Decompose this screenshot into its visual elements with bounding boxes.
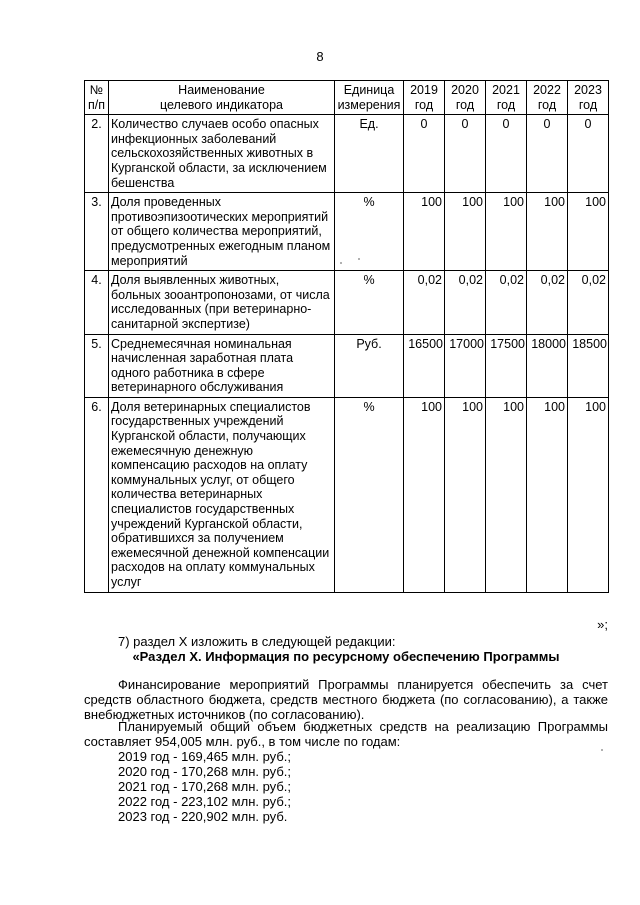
value-2023: 100 [568,193,609,271]
value-2019: 0,02 [404,271,445,334]
value-2021: 100 [486,193,527,271]
value-2020: 17000 [445,334,486,397]
header-year-2022: 2022 год [527,81,568,115]
header-num: № п/п [85,81,109,115]
value-2022: 0,02 [527,271,568,334]
header-unit: Единица измерения [335,81,404,115]
row-number: 6. [85,397,109,592]
table-row [85,334,609,397]
page-number: 8 [316,49,324,64]
header-name: Наименование целевого индикатора [109,81,335,115]
header-year-2020: 2020 год [445,81,486,115]
indicator-unit: % [335,193,404,271]
value-2020: 0,02 [445,271,486,334]
header-year-2021: 2021 год [486,81,527,115]
value-2021: 17500 [486,334,527,397]
indicator-name: Количество случаев особо опасных инфекционных заболеваний сельскохозяйственных животных в Курганской области, за исключением бешенства [109,115,335,193]
indicator-unit: % [335,397,404,592]
value-2021: 100 [486,397,527,592]
value-2021: 0,02 [486,271,527,334]
table-row [85,115,609,193]
table-header-row [85,81,609,115]
list-item: 2021 год - 170,268 млн. руб.; [118,779,291,794]
value-2023: 18500 [568,334,609,397]
value-2020: 100 [445,397,486,592]
row-number: 4. [85,271,109,334]
section-title: «Раздел X. Информация по ресурсному обеспечению Программы [132,649,560,664]
value-2022: 0 [527,115,568,193]
value-2021: 0 [486,115,527,193]
value-2022: 18000 [527,334,568,397]
row-number: 5. [85,334,109,397]
scan-speck [601,749,603,751]
indicator-unit: % [335,271,404,334]
value-2023: 100 [568,397,609,592]
row-number: 2. [85,115,109,193]
paragraph-budget-total: Планируемый общий объем бюджетных средств на реализацию Программы составляет 954,005 млн. руб., в том числе по годам: [84,719,608,749]
table-row [85,271,609,334]
scan-speck [340,262,342,264]
budget-years-list [118,749,291,824]
quote-close: »; [597,617,608,632]
indicator-unit: Руб. [335,334,404,397]
scan-speck [358,258,360,260]
value-2020: 100 [445,193,486,271]
value-2023: 0 [568,115,609,193]
value-2020: 0 [445,115,486,193]
table-row [85,397,609,592]
value-2023: 0,02 [568,271,609,334]
row-number: 3. [85,193,109,271]
indicators-table [84,80,609,593]
value-2019: 100 [404,193,445,271]
table-row [85,193,609,271]
list-item: 2019 год - 169,465 млн. руб.; [118,749,291,764]
indicator-unit: Ед. [335,115,404,193]
header-year-2019: 2019 год [404,81,445,115]
indicator-name: Доля проведенных противоэпизоотических мероприятий от общего количества мероприятий, предусмотренных ежегодным планом мероприятий [109,193,335,271]
paragraph-financing: Финансирование мероприятий Программы планируется обеспечить за счет средств областного бюджета, средств местного бюджета (по согласованию), а также внебюджетных источников (по согласованию). [84,677,608,722]
list-item: 2023 год - 220,902 млн. руб. [118,809,288,824]
indicator-name: Доля выявленных животных, больных зооантропонозами, от числа исследованных (при ветеринарно-санитарной экспертизе) [109,271,335,334]
value-2019: 16500 [404,334,445,397]
value-2019: 0 [404,115,445,193]
value-2022: 100 [527,193,568,271]
list-item: 2020 год - 170,268 млн. руб.; [118,764,291,779]
header-year-2023: 2023 год [568,81,609,115]
amendment-line: 7) раздел X изложить в следующей редакции: [118,634,396,649]
list-item: 2022 год - 223,102 млн. руб.; [118,794,291,809]
value-2022: 100 [527,397,568,592]
value-2019: 100 [404,397,445,592]
indicator-name: Среднемесячная номинальная начисленная заработная плата одного работника в сфере ветеринарного обслуживания [109,334,335,397]
indicator-name: Доля ветеринарных специалистов государственных учреждений Курганской области, получающих ежемесячную денежную компенсацию расходов на оплату коммунальных услуг, от общего количества ветеринарных специалистов государственных учреждений Курганской области, обратившихся за получением ежемесячной денежной компенсации расходов на оплату коммунальных услуг [109,397,335,592]
